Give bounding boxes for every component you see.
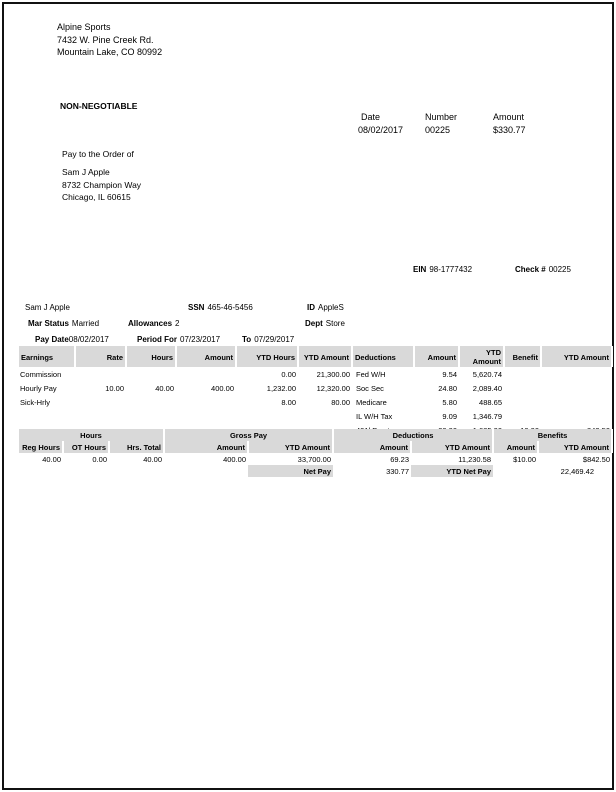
check-amount-value: $330.77 — [493, 125, 526, 135]
cell-earning: Sick-Hrly — [20, 398, 50, 407]
pay-to-order-label: Pay to the Order of — [62, 149, 134, 159]
cell-ded-ytd: 5,620.74 — [472, 370, 502, 379]
ein-label: EIN — [413, 265, 427, 274]
employee-ssn-field — [188, 303, 253, 312]
total-ded-ytd: 11,230.58 — [458, 455, 492, 464]
dept-field — [305, 319, 345, 328]
allowances-value: 2 — [175, 319, 180, 328]
check-no-value: 00225 — [548, 265, 571, 274]
pay-date-label: Pay Date — [35, 335, 69, 344]
subheader-ded-ytd: YTD Amount — [411, 441, 493, 453]
check-no-label: Check # — [515, 265, 546, 274]
period-to-label: To — [242, 335, 252, 344]
cell-benefit-ytd — [541, 381, 612, 395]
allowances-field — [128, 319, 179, 328]
employer-city-state-zip: Mountain Lake, CO 80992 — [57, 47, 163, 58]
cell-earning: Commission — [20, 370, 62, 379]
cell-rate — [75, 395, 126, 409]
group-hours: Hours — [18, 429, 164, 441]
employee-id-field — [307, 303, 344, 312]
cell-deduction: IL W/H Tax — [356, 412, 393, 421]
header-benefit: Benefit — [504, 346, 541, 367]
earnings-row — [18, 409, 612, 423]
period-to-value: 07/29/2017 — [254, 335, 295, 344]
cell-ded-amount: 5.80 — [442, 398, 457, 407]
mar-status-label: Mar Status — [28, 319, 69, 328]
ytd-net-pay-label: YTD Net Pay — [411, 465, 493, 477]
cell-ytd-hours: 0.00 — [281, 370, 296, 379]
subheader-ot-hours: OT Hours — [63, 441, 109, 453]
allowances-label: Allowances — [128, 319, 173, 328]
subheader-ded-amount: Amount — [333, 441, 411, 453]
pay-date-value: 08/02/2017 — [68, 335, 109, 344]
employer-name: Alpine Sports — [57, 22, 111, 32]
cell-amount — [176, 367, 236, 381]
total-gross-ytd: 33,700.00 — [297, 455, 332, 464]
dept-value: Store — [325, 319, 345, 328]
cell-hours — [126, 367, 176, 381]
cell-ded-ytd: 1,346.79 — [472, 412, 502, 421]
net-pay-label: Net Pay — [248, 465, 333, 477]
payee-address-block — [62, 166, 141, 204]
cell-hours: 40.00 — [155, 384, 174, 393]
payee-name: Sam J Apple — [62, 167, 110, 177]
period-for-label: Period For — [137, 335, 178, 344]
subheader-gross-amount: Amount — [164, 441, 248, 453]
total-hrs-total: 40.00 — [143, 455, 163, 464]
payee-city-state-zip: Chicago, IL 60615 — [62, 192, 131, 203]
subheader-hrs-total: Hrs. Total — [109, 441, 164, 453]
header-ded-ytd-amount: YTD Amount — [459, 346, 504, 367]
total-gross-amount: 400.00 — [223, 455, 247, 464]
empty-cell — [109, 465, 164, 477]
cell-rate: 10.00 — [105, 384, 124, 393]
cell-ytd-hours: 8.00 — [281, 398, 296, 407]
header-amount: Amount — [176, 346, 236, 367]
cell-hours — [126, 409, 176, 423]
header-ytd-amount: YTD Amount — [298, 346, 352, 367]
cell-ded-amount: 9.09 — [442, 412, 457, 421]
net-pay-row — [18, 465, 612, 477]
cell-amount: 400.00 — [211, 384, 234, 393]
header-ded-amount: Amount — [414, 346, 459, 367]
total-ben-amount: $10.00 — [513, 455, 537, 464]
total-reg-hours: 40.00 — [42, 455, 61, 464]
dept-label: Dept — [305, 319, 323, 328]
employee-name: Sam J Apple — [25, 303, 70, 312]
subheader-reg-hours: Reg Hours — [18, 441, 63, 453]
cell-deduction: Medicare — [356, 398, 387, 407]
period-to-field — [242, 335, 294, 344]
earnings-deductions-table — [17, 346, 613, 437]
group-gross-pay: Gross Pay — [164, 429, 333, 441]
cell-amount — [176, 395, 236, 409]
cell-benefit — [504, 381, 541, 395]
cell-rate — [75, 409, 126, 423]
pay-date-field — [35, 335, 109, 344]
header-earnings: Earnings — [18, 346, 75, 367]
cell-ded-amount: 9.54 — [442, 370, 457, 379]
cell-ded-ytd: 488.65 — [479, 398, 502, 407]
net-pay-value: 330.77 — [386, 467, 410, 476]
ssn-label: SSN — [188, 303, 205, 312]
ein-field — [413, 265, 472, 274]
id-value: AppleS — [318, 303, 344, 312]
summary-group-row — [18, 429, 612, 441]
cell-benefit-ytd — [541, 395, 612, 409]
cell-deduction: Fed W/H — [356, 370, 386, 379]
cell-ded-ytd: 2,089.40 — [472, 384, 502, 393]
cell-benefit — [504, 409, 541, 423]
cell-benefit-ytd — [541, 409, 612, 423]
mar-status-value: Married — [71, 319, 100, 328]
subheader-gross-ytd: YTD Amount — [248, 441, 333, 453]
check-date-label: Date — [361, 112, 381, 122]
subheader-ben-amount: Amount — [493, 441, 538, 453]
cell-hours — [126, 395, 176, 409]
check-date-value: 08/02/2017 — [358, 125, 404, 135]
id-label: ID — [307, 303, 315, 312]
subheader-ben-ytd: YTD Amount — [538, 441, 612, 453]
header-benefit-ytd: YTD Amount — [541, 346, 612, 367]
header-rate: Rate — [75, 346, 126, 367]
summary-totals-row — [18, 453, 612, 465]
check-amount-label: Amount — [493, 112, 525, 122]
cell-earning — [18, 409, 75, 423]
cell-ytd-hours — [236, 409, 298, 423]
marital-status-field — [28, 319, 99, 328]
cell-benefit — [504, 395, 541, 409]
cell-earning: Hourly Pay — [20, 384, 57, 393]
cell-ytd-amount: 80.00 — [331, 398, 350, 407]
total-ot-hours: 0.00 — [92, 455, 107, 464]
check-number-label: Number — [425, 112, 458, 122]
earnings-row — [18, 395, 612, 409]
cell-ytd-hours: 1,232.00 — [266, 384, 296, 393]
earnings-row — [18, 381, 612, 395]
summary-subheader-row — [18, 441, 612, 453]
cell-rate — [75, 367, 126, 381]
check-number-value: 00225 — [425, 125, 451, 135]
ein-value: 98-1777432 — [429, 265, 473, 274]
header-ytd-hours: YTD Hours — [236, 346, 298, 367]
cell-ytd-amount: 21,300.00 — [316, 370, 350, 379]
empty-cell — [164, 465, 248, 477]
empty-cell — [63, 465, 109, 477]
earnings-header-row — [18, 346, 612, 367]
payee-street: 8732 Champion Way — [62, 179, 142, 190]
non-negotiable-label: NON-NEGOTIABLE — [60, 101, 138, 111]
total-ded-amount: 69.23 — [390, 455, 410, 464]
employer-street: 7432 W. Pine Creek Rd. — [57, 34, 154, 45]
empty-cell — [18, 465, 63, 477]
cell-deduction: Soc Sec — [356, 384, 384, 393]
period-for-field — [137, 335, 220, 344]
ssn-value: 465-46-5456 — [207, 303, 253, 312]
cell-ytd-amount — [298, 409, 352, 423]
total-ben-ytd: $842.50 — [582, 455, 611, 464]
header-hours: Hours — [126, 346, 176, 367]
group-benefits: Benefits — [493, 429, 612, 441]
earnings-row — [18, 367, 612, 381]
group-deductions: Deductions — [333, 429, 493, 441]
cell-amount — [176, 409, 236, 423]
pay-summary-table — [17, 429, 613, 477]
cell-benefit-ytd — [541, 367, 612, 381]
cell-ytd-amount: 12,320.00 — [316, 384, 350, 393]
ytd-net-pay-value: 22,469.42 — [560, 467, 595, 476]
cell-benefit — [504, 367, 541, 381]
employer-address-block — [57, 21, 162, 59]
period-for-value: 07/23/2017 — [180, 335, 221, 344]
header-deductions: Deductions — [352, 346, 414, 367]
cell-ded-amount: 24.80 — [438, 384, 457, 393]
check-number-field — [515, 265, 571, 274]
